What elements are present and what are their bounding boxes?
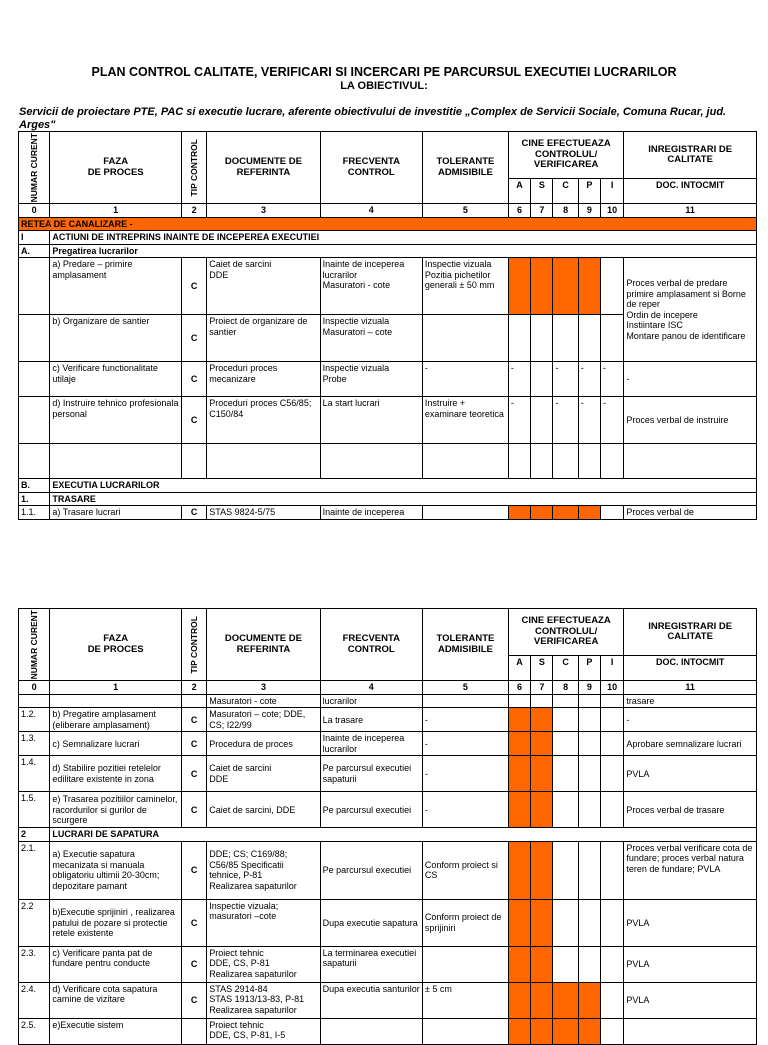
header-doc-intocmit: DOC. INTOCMIT	[624, 656, 757, 681]
cell-tip: C	[181, 732, 206, 756]
cell-tip: C	[181, 315, 206, 362]
cell-reg: PVLA	[624, 756, 757, 792]
cell-tol	[422, 506, 508, 520]
cell-tip: C	[181, 397, 206, 444]
col-num-1: 1	[50, 204, 182, 218]
cell-mark: -	[601, 362, 624, 397]
col-num-8: 8	[553, 204, 578, 218]
cell-nr: 2.3.	[19, 946, 50, 982]
table-row	[19, 899, 757, 946]
header-documente: DOCUMENTE DE REFERINTA	[207, 609, 320, 681]
cell-doc: Masuratori - cote	[207, 694, 320, 708]
table-row	[19, 732, 757, 756]
cell-faza: c) Verificare panta pat de fundare pentru conducte	[50, 946, 182, 982]
table-row	[19, 506, 757, 520]
cell-frecv	[320, 1018, 422, 1044]
cell-nr: 1.4.	[19, 756, 50, 792]
cell-frecv: Inspectie vizuala Masuratori – cote	[320, 315, 422, 362]
project-subject: Servicii de proiectare PTE, PAC si executie lucrare, aferente obiectivului de investitie „Complex de Servicii Sociale, Comuna Rucar, jud. Arges"	[19, 106, 727, 131]
cell-frecv: La terminarea executiei sapaturii	[320, 946, 422, 982]
cell-frecv: Pe parcursul executiei	[320, 792, 422, 828]
cell-faza: b)Executie sprijiniri , realizarea patului de pozare si protectie retele existente	[50, 899, 182, 946]
col-num-11: 11	[624, 204, 757, 218]
cell-doc: Proceduri proces mecanizare	[207, 362, 320, 397]
cell-faza: d) Instruire tehnico profesionala personal	[50, 397, 182, 444]
header-sub-c: C	[553, 656, 578, 681]
cell-tip: C	[181, 982, 206, 1018]
col-num-10: 10	[601, 681, 624, 695]
cell-reg: Proces verbal de	[624, 506, 757, 520]
header-numar-curent: NUMAR CURENT	[19, 609, 50, 681]
cell-reg-merged: Proces verbal de predare primire amplasament si Borne de reper Ordin de incepere Instiintare ISC Montare panou de identificare	[624, 258, 757, 362]
cell-tol: Conform proiect de sprijiniri	[422, 899, 508, 946]
cell-frecv: La start lucrari	[320, 397, 422, 444]
cell-frecv: Pe parcursul executiei sapaturii	[320, 756, 422, 792]
cell-reg: PVLA	[624, 946, 757, 982]
col-num-6: 6	[508, 204, 530, 218]
section-2-number: 2	[19, 828, 50, 842]
cell-mark: -	[553, 397, 578, 444]
cell-faza: b) Organizare de santier	[50, 315, 182, 362]
col-num-9: 9	[578, 681, 600, 695]
col-num-3: 3	[207, 204, 320, 218]
cell-faza: d) Verificare cota sapatura camine de vizitare	[50, 982, 182, 1018]
table-row	[19, 362, 757, 397]
cell-reg: PVLA	[624, 899, 757, 946]
cell-faza: c) Verificare functionalitate utilaje	[50, 362, 182, 397]
cell-frecv: Inainte de inceperea lucrarilor	[320, 732, 422, 756]
table-row	[19, 708, 757, 732]
cell-nr: 2.4.	[19, 982, 50, 1018]
cell-tip: C	[181, 756, 206, 792]
cell-reg: Proces verbal de trasare	[624, 792, 757, 828]
section-b-title: EXECUTIA LUCRARILOR	[50, 479, 757, 493]
cell-faza: a) Predare – primire amplasament	[50, 258, 182, 315]
cell-faza: d) Stabilire pozitiei retelelor edilitare existente in zona	[50, 756, 182, 792]
cell-faza: e)Executie sistem	[50, 1018, 182, 1044]
cell-reg	[624, 1018, 757, 1044]
cell-tol: Conform proiect si CS	[422, 841, 508, 899]
table-row-empty	[19, 444, 757, 479]
col-num-0: 0	[19, 681, 50, 695]
cell-doc: Caiet de sarcini, DDE	[207, 792, 320, 828]
table-row	[19, 946, 757, 982]
cell-mark: -	[553, 362, 578, 397]
cell-doc: Procedura de proces	[207, 732, 320, 756]
header-tolerante: TOLERANTE ADMISIBILE	[422, 132, 508, 204]
table-row	[19, 982, 757, 1018]
section-2-title: LUCRARI DE SAPATURA	[50, 828, 757, 842]
header-sub-p: P	[578, 179, 600, 204]
header-sub-i: I	[601, 179, 624, 204]
cell-nr: 2.5.	[19, 1018, 50, 1044]
cell-nr: 2.2	[19, 899, 50, 946]
cell-doc: Proiect de organizare de santier	[207, 315, 320, 362]
col-num-10: 10	[601, 204, 624, 218]
cell-tip	[181, 1018, 206, 1044]
cell-tol: -	[422, 362, 508, 397]
cell-doc: STAS 9824-5/75	[207, 506, 320, 520]
cell-tip: C	[181, 946, 206, 982]
cell-doc: Caiet de sarcini DDE	[207, 258, 320, 315]
section-1-title: TRASARE	[50, 492, 757, 506]
cell-nr: 2.1.	[19, 841, 50, 899]
col-num-6: 6	[508, 681, 530, 695]
table-row	[19, 792, 757, 828]
col-num-9: 9	[578, 204, 600, 218]
cell-tip: C	[181, 506, 206, 520]
cell-reg: Aprobare semnalizare lucrari	[624, 732, 757, 756]
header-frecventa: FRECVENTA CONTROL	[320, 609, 422, 681]
header-sub-s: S	[531, 656, 553, 681]
section-b-number: B.	[19, 479, 50, 493]
cell-tip: C	[181, 841, 206, 899]
header-faza-proces: FAZA DE PROCES	[50, 609, 182, 681]
section-a-number: A.	[19, 244, 50, 258]
cell-reg: -	[624, 362, 757, 397]
cell-mark	[531, 362, 553, 397]
section-i-title: ACTIUNI DE INTREPRINS INAINTE DE INCEPEREA EXECUTIEI	[50, 231, 757, 245]
col-num-7: 7	[531, 204, 553, 218]
cell-nr: 1.1.	[19, 506, 50, 520]
section-retea-canalizare: RETEA DE CANALIZARE -	[19, 217, 757, 231]
header-sub-a: A	[508, 179, 530, 204]
cell-frecv: La trasare	[320, 708, 422, 732]
section-i-number: I	[19, 231, 50, 245]
cell-frecv: Pe parcursul executiei	[320, 841, 422, 899]
header-sub-i: I	[601, 656, 624, 681]
col-num-11: 11	[624, 681, 757, 695]
cell-reg: trasare	[624, 694, 757, 708]
header-tip-control: TIP CONTROL	[181, 609, 206, 681]
col-num-2: 2	[181, 681, 206, 695]
cell-tol: Inspectie vizuala Pozitia pichetilor generali ± 50 mm	[422, 258, 508, 315]
cell-tol	[422, 1018, 508, 1044]
cell-frecv: Inainte de inceperea	[320, 506, 422, 520]
cell-tip: C	[181, 362, 206, 397]
cell-nr: 1.2.	[19, 708, 50, 732]
col-num-7: 7	[531, 681, 553, 695]
header-faza-proces: FAZA DE PROCES	[50, 132, 182, 204]
cell-mark: -	[601, 397, 624, 444]
cell-doc: STAS 2914-84 STAS 1913/13-83, P-81 Realizarea sapaturilor	[207, 982, 320, 1018]
cell-tip: C	[181, 899, 206, 946]
cell-frecv: Inspectie vizuala Probe	[320, 362, 422, 397]
cell-frecv: Dupa executie sapatura	[320, 899, 422, 946]
col-num-1: 1	[50, 681, 182, 695]
header-inregistrari: INREGISTRARI DE CALITATE	[624, 609, 757, 656]
cell-tol	[422, 946, 508, 982]
cell-nr: 1.3.	[19, 732, 50, 756]
table-row	[19, 756, 757, 792]
header-inregistrari: INREGISTRARI DE CALITATE	[624, 132, 757, 179]
header-sub-p: P	[578, 656, 600, 681]
document-title: PLAN CONTROL CALITATE, VERIFICARI SI INCERCARI PE PARCURSUL EXECUTIEI LUCRARILOR	[91, 65, 677, 79]
cell-tip: C	[181, 708, 206, 732]
control-plan-table-page1	[18, 131, 757, 520]
cell-reg: -	[624, 708, 757, 732]
cell-frecv: lucrarilor	[320, 694, 422, 708]
header-tolerante: TOLERANTE ADMISIBILE	[422, 609, 508, 681]
section-1-number: 1.	[19, 492, 50, 506]
cell-doc: Proiect tehnic DDE, CS, P-81, I-5	[207, 1018, 320, 1044]
cell-doc: Masuratori – cote; DDE, CS; I22/99	[207, 708, 320, 732]
cell-reg: Proces verbal verificare cota de fundare; proces verbal natura teren de fundare; PVLA	[624, 841, 757, 899]
header-doc-intocmit: DOC. INTOCMIT	[624, 179, 757, 204]
cell-faza: c) Semnalizare lucrari	[50, 732, 182, 756]
col-num-2: 2	[181, 204, 206, 218]
cell-mark: -	[578, 397, 600, 444]
cell-faza: a) Trasare lucrari	[50, 506, 182, 520]
col-num-5: 5	[422, 681, 508, 695]
cell-doc: Caiet de sarcini DDE	[207, 756, 320, 792]
header-sub-a: A	[508, 656, 530, 681]
col-num-0: 0	[19, 204, 50, 218]
cell-mark: -	[578, 362, 600, 397]
header-sub-s: S	[531, 179, 553, 204]
header-numar-curent: NUMAR CURENT	[19, 132, 50, 204]
cell-tol: -	[422, 756, 508, 792]
col-num-4: 4	[320, 204, 422, 218]
cell-tol	[422, 315, 508, 362]
cell-mark: -	[508, 397, 530, 444]
header-sub-c: C	[553, 179, 578, 204]
header-tip-control: TIP CONTROL	[181, 132, 206, 204]
col-num-4: 4	[320, 681, 422, 695]
cell-tol: -	[422, 792, 508, 828]
col-num-3: 3	[207, 681, 320, 695]
document-subtitle: LA OBIECTIVUL:	[340, 80, 428, 92]
col-num-5: 5	[422, 204, 508, 218]
cell-doc: Inspectie vizuala; masuratori –cote	[207, 899, 320, 946]
header-frecventa: FRECVENTA CONTROL	[320, 132, 422, 204]
header-documente: DOCUMENTE DE REFERINTA	[207, 132, 320, 204]
cell-mark	[531, 397, 553, 444]
table-row	[19, 1018, 757, 1044]
cell-faza: b) Pregatire amplasament (eliberare amplasament)	[50, 708, 182, 732]
cell-faza: a) Executie sapatura mecanizata si manuala obligatoriu ultimii 20-30cm; depozitare pamant	[50, 841, 182, 899]
cell-reg: PVLA	[624, 982, 757, 1018]
control-plan-table-page2	[18, 608, 757, 1045]
cell-nr: 1.5.	[19, 792, 50, 828]
cell-tol: -	[422, 708, 508, 732]
table-row	[19, 841, 757, 899]
cell-tol: Instruire + examinare teoretica	[422, 397, 508, 444]
cell-mark: -	[508, 362, 530, 397]
table-row	[19, 258, 757, 315]
cell-tol: -	[422, 732, 508, 756]
col-num-8: 8	[553, 681, 578, 695]
header-cine-efectueaza: CINE EFECTUEAZA CONTROLUL/ VERIFICAREA	[508, 609, 623, 656]
cell-doc: DDE; CS; C169/88; C56/85 Specificatii tehnice, P-81 Realizarea sapaturilor	[207, 841, 320, 899]
cell-tol: ± 5 cm	[422, 982, 508, 1018]
table-row	[19, 397, 757, 444]
cell-faza: e) Trasarea pozitiilor caminelor, racordurilor si gurilor de scurgere	[50, 792, 182, 828]
cell-doc: Proceduri proces C56/85; C150/84	[207, 397, 320, 444]
cell-reg: Proces verbal de instruire	[624, 397, 757, 444]
cell-frecv: Dupa executia santurilor	[320, 982, 422, 1018]
cell-tip: C	[181, 792, 206, 828]
header-cine-efectueaza: CINE EFECTUEAZA CONTROLUL/ VERIFICAREA	[508, 132, 623, 179]
table-row-continued	[19, 694, 757, 708]
cell-tip: C	[181, 258, 206, 315]
cell-frecv: Inainte de inceperea lucrarilor Masuratori - cote	[320, 258, 422, 315]
section-a-title: Pregatirea lucrarilor	[50, 244, 757, 258]
cell-doc: Proiect tehnic DDE, CS, P-81 Realizarea sapaturilor	[207, 946, 320, 982]
